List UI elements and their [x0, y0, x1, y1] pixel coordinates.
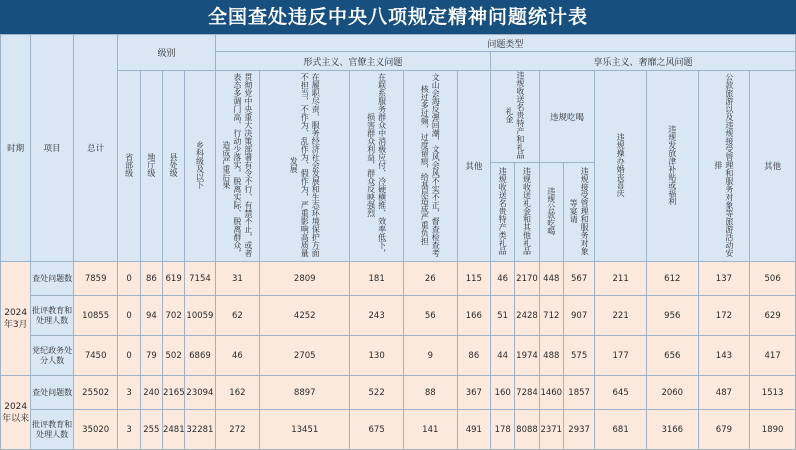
row-item-label: 查处问题数 — [31, 262, 74, 296]
table-cell: 31 — [215, 262, 260, 296]
table-cell: 1890 — [750, 410, 796, 450]
table-cell: 62 — [215, 296, 260, 336]
table-row — [1, 376, 796, 410]
table-cell: 2705 — [260, 336, 350, 376]
table-cell: 522 — [350, 376, 404, 410]
table-cell: 51 — [491, 296, 515, 336]
table-cell: 2165 — [162, 376, 184, 410]
table-cell: 46 — [215, 336, 260, 376]
header-period: 时期 — [1, 35, 31, 262]
table-cell: 619 — [162, 262, 184, 296]
table-cell: 0 — [118, 262, 140, 296]
table-cell: 7154 — [185, 262, 215, 296]
table-cell: 1974 — [515, 336, 539, 376]
table-body — [1, 262, 796, 450]
header-total: 总计 — [73, 35, 118, 262]
table-cell: 0 — [118, 336, 140, 376]
header-problem-type: 问题类型 — [215, 35, 795, 52]
table-cell: 86 — [457, 336, 490, 376]
table-cell: 679 — [698, 410, 750, 450]
header-level-township: 乡科级及以下 — [185, 71, 215, 262]
table-cell: 506 — [750, 262, 796, 296]
table-cell: 172 — [698, 296, 750, 336]
table-cell: 137 — [698, 262, 750, 296]
table-cell: 3 — [118, 410, 140, 450]
header-gift-group: 违规收送名贵特产和礼品礼金 — [491, 71, 540, 163]
header-formalism-group: 形式主义、官僚主义问题 — [215, 52, 490, 71]
header-formalism-other: 其他 — [457, 71, 490, 262]
header-level-prefecture: 地厅级 — [140, 71, 162, 262]
header-level: 级别 — [118, 35, 215, 71]
table-cell: 702 — [162, 296, 184, 336]
table-cell: 417 — [750, 336, 796, 376]
table-cell: 178 — [491, 410, 515, 450]
table-cell: 141 — [403, 410, 457, 450]
table-cell: 367 — [457, 376, 490, 410]
header-meal-group: 违规吃喝 — [539, 71, 595, 163]
table-cell: 712 — [539, 296, 563, 336]
header-formalism-col-4: 文山会海反弹回潮，文风会风不实不正，督查检查考核过多过频、过度留痕，给基层造成严重负担 — [403, 71, 457, 262]
table-cell: 7859 — [73, 262, 118, 296]
table-cell: 221 — [595, 296, 647, 336]
period-cell: 2024年3月 — [1, 262, 31, 376]
page-title: 全国查处违反中央八项规定精神问题统计表 — [0, 0, 796, 34]
table-cell: 243 — [350, 296, 404, 336]
table-cell: 656 — [646, 336, 698, 376]
table-cell: 130 — [350, 336, 404, 376]
table-cell: 612 — [646, 262, 698, 296]
table-cell: 9 — [403, 336, 457, 376]
table-cell: 645 — [595, 376, 647, 410]
table-row — [1, 296, 796, 336]
table-cell: 6869 — [185, 336, 215, 376]
table-cell: 255 — [140, 410, 162, 450]
header-formalism-col-1: 贯彻党中央重大决策部署有令不行、有禁不止，或者表态多调门高、行动少落实，脱离实际、脱离群众，造成严重后果 — [215, 71, 260, 262]
header-meal-col-1: 违规公款吃喝 — [539, 163, 563, 262]
table-cell: 7284 — [515, 376, 539, 410]
header-meal-col-2: 违规接受管理和服务对象等宴请 — [563, 163, 594, 262]
table-cell: 0 — [118, 296, 140, 336]
table-cell: 956 — [646, 296, 698, 336]
table-cell: 177 — [595, 336, 647, 376]
table-cell: 8088 — [515, 410, 539, 450]
table-cell: 166 — [457, 296, 490, 336]
table-cell: 88 — [403, 376, 457, 410]
table-cell: 162 — [215, 376, 260, 410]
table-cell: 907 — [563, 296, 594, 336]
table-cell: 26 — [403, 262, 457, 296]
table-cell: 2060 — [646, 376, 698, 410]
row-item-label: 查处问题数 — [31, 376, 74, 410]
header-hedonism-col-travel: 公款旅游以及违规接受管理和服务对象等旅游活动安排 — [698, 71, 750, 262]
table-cell: 629 — [750, 296, 796, 336]
header-level-provincial: 省部级 — [118, 71, 140, 262]
row-item-label: 党纪政务处分人数 — [31, 336, 74, 376]
table-cell: 10059 — [185, 296, 215, 336]
table-cell: 7450 — [73, 336, 118, 376]
table-cell: 488 — [539, 336, 563, 376]
table-cell: 44 — [491, 336, 515, 376]
header-gift-col-1: 违规收送名贵特产类礼品 — [491, 163, 515, 262]
table-cell: 211 — [595, 262, 647, 296]
table-cell: 487 — [698, 376, 750, 410]
table-cell: 94 — [140, 296, 162, 336]
table-cell: 32281 — [185, 410, 215, 450]
table-cell: 2809 — [260, 262, 350, 296]
table-cell: 46 — [491, 262, 515, 296]
header-hedonism-col-wedding: 违规操办婚丧喜庆 — [595, 71, 647, 262]
table-cell: 35020 — [73, 410, 118, 450]
table-cell: 2170 — [515, 262, 539, 296]
period-cell: 2024年以来 — [1, 376, 31, 450]
table-row — [1, 336, 796, 376]
table-cell: 3166 — [646, 410, 698, 450]
table-cell: 272 — [215, 410, 260, 450]
table-row — [1, 262, 796, 296]
row-item-label: 批评教育和处理人数 — [31, 410, 74, 450]
header-hedonism-group: 享乐主义、奢靡之风问题 — [491, 52, 796, 71]
table-cell: 10855 — [73, 296, 118, 336]
table-cell: 567 — [563, 262, 594, 296]
header-level-county: 县处级 — [162, 71, 184, 262]
table-cell: 79 — [140, 336, 162, 376]
table-cell: 2481 — [162, 410, 184, 450]
table-cell: 23094 — [185, 376, 215, 410]
table-cell: 1460 — [539, 376, 563, 410]
header-hedonism-other: 其他 — [750, 71, 796, 262]
row-item-label: 批评教育和处理人数 — [31, 296, 74, 336]
table-cell: 86 — [140, 262, 162, 296]
table-cell: 181 — [350, 262, 404, 296]
table-cell: 115 — [457, 262, 490, 296]
statistics-table — [0, 34, 796, 450]
table-cell: 4252 — [260, 296, 350, 336]
table-cell: 2428 — [515, 296, 539, 336]
table-cell: 25502 — [73, 376, 118, 410]
header-formalism-col-3: 在联系服务群众中消极应付、冷硬横推、效率低下，损害群众利益，群众反映强烈 — [350, 71, 404, 262]
table-cell: 491 — [457, 410, 490, 450]
header-hedonism-col-allowance: 违规发放津补贴或福利 — [646, 71, 698, 262]
table-cell: 1513 — [750, 376, 796, 410]
table-cell: 1857 — [563, 376, 594, 410]
table-row — [1, 410, 796, 450]
table-cell: 2937 — [563, 410, 594, 450]
table-cell: 160 — [491, 376, 515, 410]
table-cell: 575 — [563, 336, 594, 376]
table-cell: 681 — [595, 410, 647, 450]
table-cell: 3 — [118, 376, 140, 410]
header-gift-col-2: 违规收送礼金和其他礼品 — [515, 163, 539, 262]
table-cell: 448 — [539, 262, 563, 296]
table-cell: 675 — [350, 410, 404, 450]
header-formalism-col-2: 在履职尽责、服务经济社会发展和生态环境保护方面不担当、不作为、乱作为、假作为，严重影响高质量发展 — [260, 71, 350, 262]
table-cell: 8897 — [260, 376, 350, 410]
table-cell: 502 — [162, 336, 184, 376]
table-cell: 240 — [140, 376, 162, 410]
table-cell: 13451 — [260, 410, 350, 450]
header-item: 项目 — [31, 35, 74, 262]
table-cell: 2371 — [539, 410, 563, 450]
table-cell: 143 — [698, 336, 750, 376]
table-cell: 56 — [403, 296, 457, 336]
